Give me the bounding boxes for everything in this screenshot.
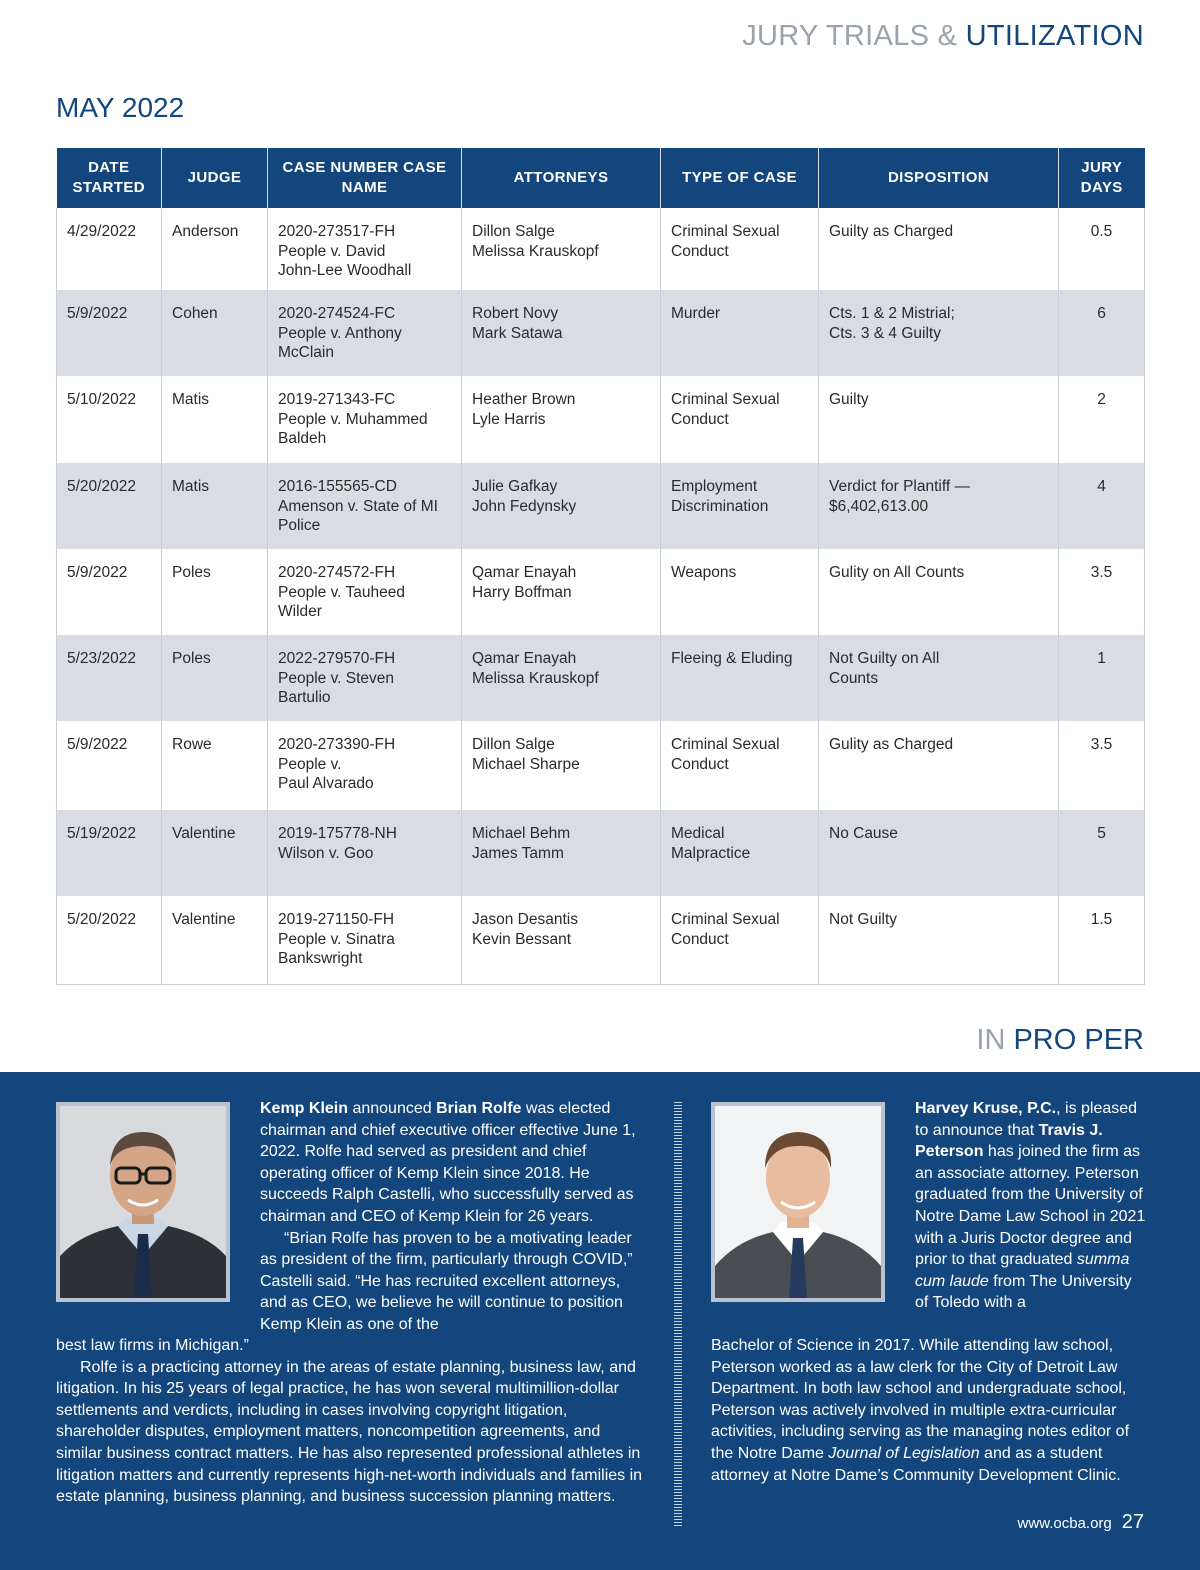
section-title-light: IN — [976, 1024, 1014, 1056]
cell-attorneys-line: Melissa Krauskopf — [472, 669, 599, 687]
footer-url[interactable]: www.ocba.org — [1017, 1515, 1112, 1532]
section-title — [976, 1024, 1144, 1057]
page-footer — [1018, 1511, 1144, 1534]
cell-case-line: 2019-271343-FC — [278, 391, 396, 408]
cell-attorneys-line: Melissa Krauskopf — [472, 242, 599, 260]
cell-judge: Valentine — [162, 896, 268, 984]
cell-attorneys-line: Michael Behm — [472, 825, 571, 842]
cell-case-line: John-Lee Woodhall — [278, 262, 412, 279]
cell-disposition — [819, 290, 1059, 376]
cell-disposition — [819, 463, 1059, 549]
cell-case-line: 2022-279570-FH — [278, 650, 396, 667]
rolfe-quote-paragraph-start: “Brian Rolfe has proven to be a motivating leader as president of the firm, particularly through COVID,” Castelli said. “He has recruited excellent attorneys, and as CEO, we believe he will continue to position Kemp Klein as one of the — [260, 1229, 633, 1333]
cell-type — [661, 896, 819, 984]
cell-date: 4/29/2022 — [57, 208, 162, 290]
jury-trials-table — [56, 148, 1145, 985]
cell-disposition — [819, 896, 1059, 984]
cell-case-line: Bankswright — [278, 950, 363, 967]
person-travis-peterson: Travis J. Peterson — [915, 1121, 1103, 1161]
firm-kemp-klein: Kemp Klein — [260, 1100, 349, 1117]
cell-type-line: Employment — [671, 478, 758, 495]
cell-disposition-line: Guilty — [829, 391, 869, 408]
cell-attorneys — [462, 290, 661, 376]
cell-disposition-line: Guilty as Charged — [829, 223, 954, 240]
cell-date: 5/9/2022 — [57, 290, 162, 376]
cell-attorneys-line: Jason Desantis — [472, 911, 578, 928]
cell-case-line: McClain — [278, 344, 334, 361]
cell-attorneys — [462, 376, 661, 463]
cell-attorneys-line: Dillon Salge — [472, 223, 555, 240]
cell-case-line: Paul Alvarado — [278, 775, 374, 792]
cell-attorneys-line: Dillon Salge — [472, 736, 555, 753]
cell-date: 5/20/2022 — [57, 896, 162, 984]
cell-type-line: Criminal Sexual — [671, 736, 780, 753]
table-row — [57, 376, 1145, 463]
cell-type-line: Discrimination — [671, 497, 769, 515]
cell-judge: Poles — [162, 635, 268, 721]
section-title-dark: PRO PER — [1013, 1024, 1144, 1056]
cell-case-line: 2020-274572-FH — [278, 564, 396, 581]
cell-case — [268, 549, 462, 635]
cell-attorneys-line: Heather Brown — [472, 391, 576, 408]
cell-attorneys-line: Harry Boffman — [472, 583, 572, 601]
cell-case — [268, 290, 462, 376]
cell-disposition-line: Verdict for Plantiff — — [829, 478, 970, 495]
cell-attorneys — [462, 635, 661, 721]
cell-type — [661, 463, 819, 549]
cell-disposition-line: Not Guilty on All — [829, 650, 940, 667]
cell-type-line: Fleeing & Eluding — [671, 650, 793, 667]
cell-judge: Matis — [162, 463, 268, 549]
cell-type-line: Malpractice — [671, 844, 751, 862]
rolfe-text-2: was elected chairman and chief executive officer effective June 1, 2022. Rolfe had served as president and chief operating officer of Kemp Klein since 2018. He succeeds Ralph Castelli, who successfully served as chairman and CEO of Kemp Klein for 26 years. — [260, 1100, 636, 1225]
cell-date: 5/10/2022 — [57, 376, 162, 463]
header-judge: JUDGE — [162, 148, 268, 208]
cell-judge: Matis — [162, 376, 268, 463]
cell-case-line: People v. Muhammed — [278, 410, 428, 428]
cell-disposition-line: Counts — [829, 669, 879, 687]
cell-attorneys-line: Qamar Enayah — [472, 650, 577, 667]
cell-case-line: People v. David — [278, 242, 386, 260]
cell-judge: Anderson — [162, 208, 268, 290]
cell-type — [661, 549, 819, 635]
peterson-text-4: and as a student attorney at Notre Dame’s Community Development Clinic. — [711, 1444, 1121, 1484]
header-disposition: DISPOSITION — [819, 148, 1059, 208]
cell-case — [268, 463, 462, 549]
cell-attorneys — [462, 208, 661, 290]
rolfe-practice-paragraph: Rolfe is a practicing attorney in the areas of estate planning, business law, and litigation. In his 25 years of legal practice, he has won several multimillion-dollar settlements and verdicts, including in cases involving copyright litigation, shareholder disputes, employment matters, noncompetition agreements, and similar business contract matters. He has also represented professional athletes in litigation matters and currently represents high-net-worth individuals and families in estate planning, business planning, and business succession planning matters. — [56, 1358, 643, 1506]
cell-case — [268, 208, 462, 290]
cell-date: 5/9/2022 — [57, 549, 162, 635]
cell-attorneys-line: Julie Gafkay — [472, 478, 558, 495]
table-row — [57, 208, 1145, 290]
cell-case-line: Wilder — [278, 603, 322, 620]
cell-case — [268, 810, 462, 896]
cell-type-line: Criminal Sexual — [671, 391, 780, 408]
rolfe-text-1: announced — [348, 1100, 437, 1117]
cell-disposition — [819, 376, 1059, 463]
page-number: 27 — [1121, 1511, 1144, 1533]
cell-jury-days: 0.5 — [1059, 208, 1145, 290]
cell-case-line: Police — [278, 517, 321, 534]
cell-type — [661, 635, 819, 721]
person-brian-rolfe: Brian Rolfe — [436, 1100, 522, 1117]
month-title: MAY 2022 — [56, 92, 185, 123]
cell-attorneys-line: Kevin Bessant — [472, 930, 572, 948]
cell-attorneys-line: Mark Satawa — [472, 324, 563, 342]
cell-case-line: 2020-273390-FH — [278, 736, 396, 753]
portrait-photo-peterson — [711, 1102, 885, 1302]
cell-disposition-line: $6,402,613.00 — [829, 497, 929, 515]
firm-harvey-kruse: Harvey Kruse, P.C. — [915, 1100, 1057, 1117]
rolfe-article-body — [56, 1335, 648, 1508]
cell-case-line: Bartulio — [278, 689, 331, 706]
cell-jury-days: 1 — [1059, 635, 1145, 721]
cell-case-line: Amenson v. State of MI — [278, 497, 438, 515]
cell-disposition-line: Cts. 3 & 4 Guilty — [829, 324, 941, 342]
cell-case-line: People v. Steven — [278, 669, 395, 687]
cell-attorneys-line: James Tamm — [472, 844, 564, 862]
cell-disposition-line: Gulity on All Counts — [829, 564, 965, 581]
cell-disposition — [819, 721, 1059, 810]
cell-disposition-line: Not Guilty — [829, 911, 898, 928]
cell-case — [268, 635, 462, 721]
table-row — [57, 721, 1145, 810]
cell-case — [268, 896, 462, 984]
rolfe-article-lead — [260, 1098, 646, 1336]
page-header — [742, 20, 1144, 53]
header-title-light: JURY TRIALS & — [742, 20, 966, 52]
peterson-text-2: has joined the firm as an associate attorney. Peterson graduated from the University of Notre Dame Law School in 2021 with a Juris Doctor degree and prior to that graduated — [915, 1143, 1146, 1269]
cell-case — [268, 376, 462, 463]
cell-type-line: Criminal Sexual — [671, 223, 780, 240]
cell-attorneys — [462, 549, 661, 635]
rolfe-quote-paragraph-end: best law firms in Michigan.” — [56, 1337, 249, 1354]
cell-case-line: Baldeh — [278, 430, 327, 447]
cell-type-line: Medical — [671, 825, 725, 842]
cell-judge: Cohen — [162, 290, 268, 376]
cell-disposition-line: Cts. 1 & 2 Mistrial; — [829, 305, 955, 322]
cell-case-line: 2020-274524-FC — [278, 305, 396, 322]
cell-disposition-line: Gulity as Charged — [829, 736, 954, 753]
table-row — [57, 896, 1145, 984]
column-divider — [674, 1102, 682, 1526]
header-type-of-case: TYPE OF CASE — [661, 148, 819, 208]
cell-type — [661, 810, 819, 896]
header-jury-days: JURY DAYS — [1059, 148, 1145, 208]
cell-type — [661, 290, 819, 376]
cell-date: 5/9/2022 — [57, 721, 162, 810]
cell-case-line: People v. Anthony — [278, 324, 402, 342]
cell-type-line: Conduct — [671, 930, 729, 948]
cell-jury-days: 3.5 — [1059, 549, 1145, 635]
cell-attorneys-line: Qamar Enayah — [472, 564, 577, 581]
cell-date: 5/19/2022 — [57, 810, 162, 896]
journal-of-legislation: Journal of Legislation — [828, 1444, 980, 1462]
cell-case-line: 2019-271150-FH — [278, 911, 395, 928]
table-row — [57, 635, 1145, 721]
cell-disposition — [819, 635, 1059, 721]
peterson-article-lead: Harvey Kruse, P.C., is pleased to announce that Travis J. Peterson has joined the firm as an associate attorney. Peterson graduated from the University of Notre Dame Law School in 2021 with a Juris Doctor degree and prior to that graduated summa cum laude from The University of Toledo with a — [915, 1100, 1146, 1312]
cell-attorneys-line: Lyle Harris — [472, 410, 546, 428]
cell-type — [661, 721, 819, 810]
table-row — [57, 290, 1145, 376]
table-row — [57, 810, 1145, 896]
header-date-started: DATE STARTED — [57, 148, 162, 208]
honor-summa-cum-laude: summa cum laude — [915, 1251, 1130, 1290]
cell-jury-days: 3.5 — [1059, 721, 1145, 810]
cell-disposition-line: No Cause — [829, 825, 898, 842]
cell-judge: Poles — [162, 549, 268, 635]
cell-attorneys — [462, 896, 661, 984]
peterson-text-1: , is pleased to announce that — [915, 1100, 1138, 1139]
cell-date: 5/20/2022 — [57, 463, 162, 549]
cell-jury-days: 5 — [1059, 810, 1145, 896]
cell-type-line: Murder — [671, 305, 721, 322]
cell-type-line: Weapons — [671, 564, 737, 581]
cell-type-line: Criminal Sexual — [671, 911, 780, 928]
header-case: CASE NUMBER CASE NAME — [268, 148, 462, 208]
cell-case-line: People v. Sinatra — [278, 930, 395, 948]
cell-attorneys — [462, 463, 661, 549]
cell-judge: Rowe — [162, 721, 268, 810]
portrait-photo-rolfe — [56, 1102, 230, 1302]
cell-attorneys-line: John Fedynsky — [472, 497, 577, 515]
cell-jury-days: 2 — [1059, 376, 1145, 463]
cell-jury-days: 1.5 — [1059, 896, 1145, 984]
peterson-article-body: Bachelor of Science in 2017. While attending law school, Peterson worked as a law clerk for the City of Detroit Law Department. In both law school and undergraduate school, Peterson was actively involved in multiple extra-curricular activities, including serving as the managing notes editor of the Notre Dame Journal of Legislation and as a student attorney at Notre Dame’s Community Development Clinic. — [711, 1337, 1130, 1484]
cell-judge: Valentine — [162, 810, 268, 896]
cell-type-line: Conduct — [671, 410, 729, 428]
cell-case-line: Wilson v. Goo — [278, 844, 374, 862]
table-body — [57, 208, 1145, 984]
cell-date: 5/23/2022 — [57, 635, 162, 721]
cell-case — [268, 721, 462, 810]
cell-type — [661, 376, 819, 463]
table-row — [57, 549, 1145, 635]
cell-case-line: People v. Tauheed — [278, 583, 405, 601]
cell-case-line: 2020-273517-FH — [278, 223, 396, 240]
cell-case-line: 2016-155565-CD — [278, 478, 397, 495]
table-header-row — [57, 148, 1145, 208]
cell-attorneys — [462, 721, 661, 810]
cell-disposition — [819, 810, 1059, 896]
cell-type — [661, 208, 819, 290]
cell-type-line: Conduct — [671, 242, 729, 260]
cell-jury-days: 4 — [1059, 463, 1145, 549]
cell-case-line: People v. — [278, 755, 342, 773]
header-attorneys: ATTORNEYS — [462, 148, 661, 208]
cell-type-line: Conduct — [671, 755, 729, 773]
cell-attorneys — [462, 810, 661, 896]
cell-case-line: 2019-175778-NH — [278, 825, 397, 842]
cell-disposition — [819, 549, 1059, 635]
in-pro-per-band — [0, 1072, 1200, 1570]
header-title-dark: UTILIZATION — [965, 20, 1144, 52]
cell-disposition — [819, 208, 1059, 290]
cell-attorneys-line: Robert Novy — [472, 305, 559, 322]
cell-jury-days: 6 — [1059, 290, 1145, 376]
cell-attorneys-line: Michael Sharpe — [472, 755, 580, 773]
table-row — [57, 463, 1145, 549]
